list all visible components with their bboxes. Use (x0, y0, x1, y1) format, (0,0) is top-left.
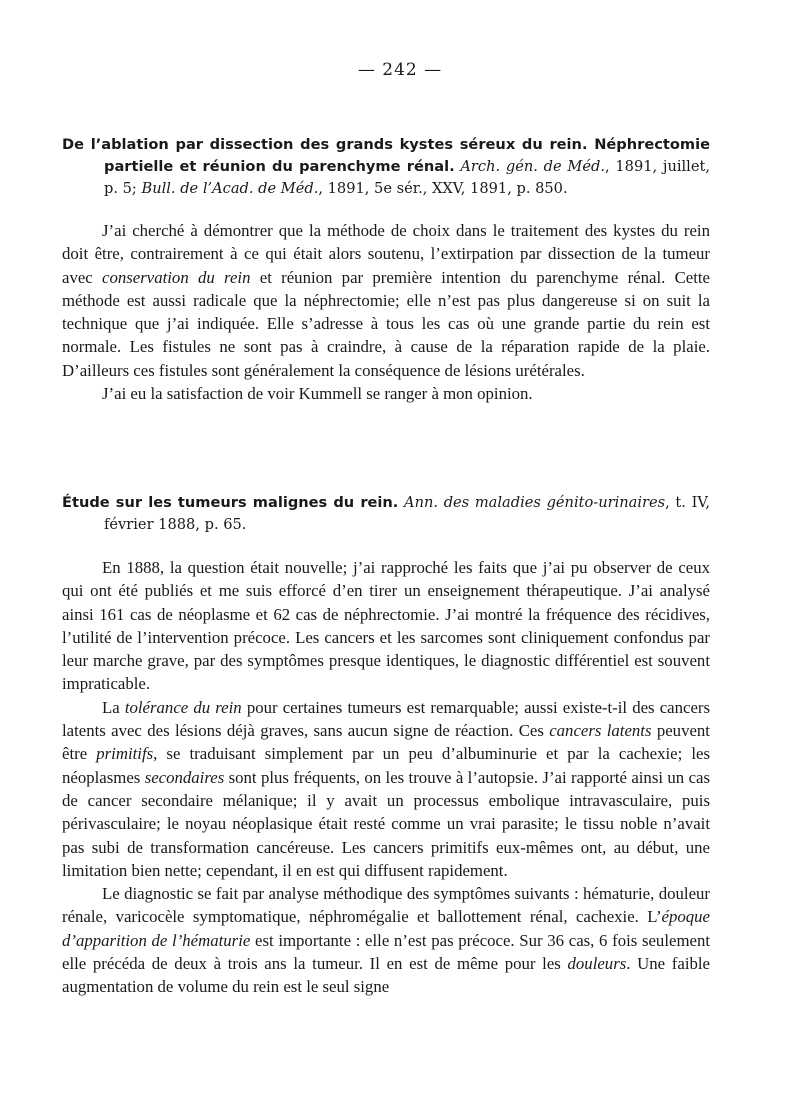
citation-details: , t. IV, février 1888, p. 65. (104, 494, 710, 533)
body-paragraph: J’ai eu la satisfaction de voir Kummell se ranger à mon opinion. (102, 384, 533, 404)
article-title: Étude sur les tumeurs malignes du rein. (62, 494, 399, 511)
article-title: De l’ablation par dissection des grands kystes séreux du rein. Néphrectomie partielle et réunion du parenchyme rénal. (62, 136, 710, 175)
journal-name: Arch. gén. de Méd. (460, 158, 605, 175)
bibliographic-reference (62, 134, 710, 200)
bibliography-entry (62, 134, 710, 405)
body-paragraph: La tolérance du rein pour certaines tumeurs est remarquable; aussi existe-t-il des cancers latents avec des lésions déjà graves, sans aucun signe de réaction. Ces cancers latents peuvent être primitifs, se traduisant simplement par un peu d’albuminurie et par la cachexie; les néoplasmes secondaires sont plus fréquents, on les trouve à l’autopsie. J’ai rapporté ainsi un cas de cancer secondaire mélanique; il y avait un processus embolique intravasculaire, puis périvasculaire; le noyau néoplasique était resté comme un vrai parasite; le tissu noble n’avait pas subi de transformation cancéreuse. Les cancers primitifs eux-mêmes ont, au début, une limitation bien nette; cependant, il en est qui diffusent rapidement. (62, 697, 711, 880)
body-paragraph: J’ai cherché à démontrer que la méthode de choix dans le traitement des kystes du rein doit être, contrairement à ce qui était alors soutenu, l’extirpation par dissection de la tumeur avec conservation du rein et réunion par première intention du parenchyme rénal. Cette méthode est aussi radicale que la néphrectomie; elle n’est pas plus dangereuse si on suit la technique que j’ai indiquée. Elle s’adresse à tous les cas où une grande partie du rein est normale. Les fistules ne sont pas à craindre, à cause de la réparation rapide de la plaie. D’ailleurs ces fistules sont généralement la conséquence de lésions urétérales. (62, 221, 710, 380)
journal-name: Ann. des maladies génito-urinaires (404, 494, 666, 511)
citation-details: , 1891, juillet, p. 5; (104, 158, 710, 197)
journal-name: Bull. de l’Acad. de Méd. (141, 180, 319, 197)
body-paragraph: En 1888, la question était nouvelle; j’ai rapproché les faits que j’ai pu observer de ceux qui ont été publiés et me suis efforcé d’en tirer un enseignement thérapeutique. J’ai analysé ainsi 161 cas de néoplasme et 62 cas de néphrectomie. J’ai montré la fréquence des récidives, l’utilité de l’intervention précoce. Les cancers et les sarcomes sont cliniquement confondus par leur marche grave, par des symptômes presque identiques, le diagnostic différentiel est souvent impraticable. (62, 558, 710, 694)
bibliography-entry (62, 492, 710, 999)
citation-details: , 1891, 5e sér., XXV, 1891, p. 850. (318, 180, 568, 197)
bibliographic-reference (62, 492, 710, 536)
page-number: — 242 — (357, 60, 443, 80)
body-paragraph: Le diagnostic se fait par analyse méthodique des symptômes suivants : hématurie, douleur rénale, varicocèle symptomatique, néphromégalie et ballottement rénal, cachexie. L’époque d’apparition de l’hématurie est importante : elle n’est pas précoce. Sur 36 cas, 6 fois seulement elle précéda de deux à trois ans la tumeur. Il en est de même pour les douleurs. Une faible augmentation de volume du rein est le seul signe (62, 884, 710, 997)
